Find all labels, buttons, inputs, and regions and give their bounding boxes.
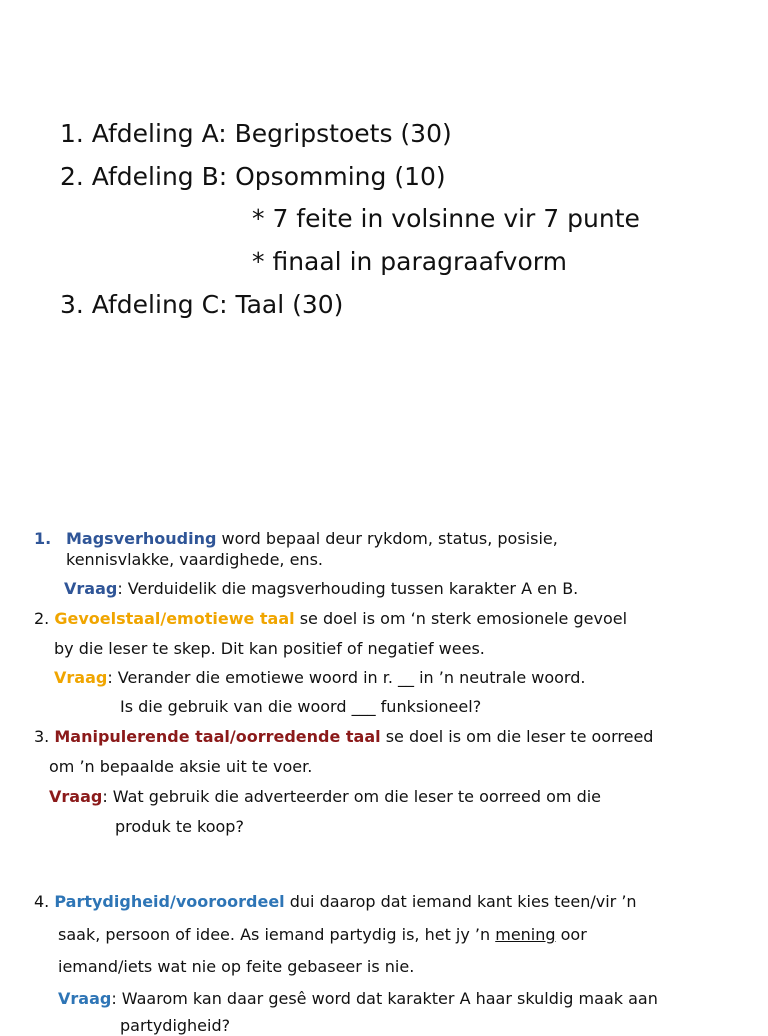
item-4-question bbox=[58, 989, 658, 1009]
item-2-question-text: : Verander die emotiewe woord in r. __ in ’n neutrale woord. bbox=[107, 668, 586, 687]
item-2-question-label: Vraag bbox=[54, 668, 108, 687]
item-3-line-2: om ’n bepaalde aksie uit te voer. bbox=[49, 757, 313, 776]
item-1-term: Magsverhouding bbox=[66, 529, 217, 548]
item-3-term: Manipulerende taal/oorredende taal bbox=[54, 727, 381, 746]
item-1-question bbox=[64, 579, 578, 599]
item-4-question-line-2: partydigheid? bbox=[120, 1016, 231, 1035]
item-1-line-2: kennisvlakke, vaardighede, ens. bbox=[66, 550, 323, 569]
item-1-number: 1. bbox=[34, 529, 52, 548]
item-4-line-2-b: oor bbox=[555, 925, 587, 944]
item-4-question-text: : Waarom kan daar gesê word dat karakter A haar skuldig maak aan bbox=[111, 989, 658, 1008]
item-2-line-1 bbox=[34, 609, 627, 629]
item-4-rest: dui daarop dat iemand kant kies teen/vir ’n bbox=[284, 892, 637, 911]
item-4-question-label: Vraag bbox=[58, 989, 112, 1008]
item-3-line-1 bbox=[34, 727, 653, 747]
item-1-rest: word bepaal deur rykdom, status, posisie, bbox=[216, 529, 558, 548]
item-2-rest: se doel is om ‘n sterk emosionele gevoel bbox=[294, 609, 628, 628]
section-a-line: 1. Afdeling A: Begripstoets (30) bbox=[60, 119, 452, 148]
section-c-line: 3. Afdeling C: Taal (30) bbox=[60, 290, 344, 319]
item-3-question-line-2: produk te koop? bbox=[115, 817, 244, 836]
item-3-rest: se doel is om die leser te oorreed bbox=[380, 727, 654, 746]
item-3-question-text: : Wat gebruik die adverteerder om die leser te oorreed om die bbox=[102, 787, 602, 806]
item-1-line-1 bbox=[34, 529, 51, 549]
item-4-line-3: iemand/iets wat nie op feite gebaseer is nie. bbox=[58, 957, 415, 976]
slide-top bbox=[0, 0, 768, 500]
item-3-question-label: Vraag bbox=[49, 787, 103, 806]
item-1-line-1-text bbox=[66, 529, 558, 549]
item-2-term: Gevoelstaal/emotiewe taal bbox=[54, 609, 295, 628]
item-4-line-1 bbox=[34, 892, 637, 912]
section-b-line: 2. Afdeling B: Opsomming (10) bbox=[60, 162, 446, 191]
item-4-line-2-a: saak, persoon of idee. As iemand partydig is, het jy ’n bbox=[58, 925, 496, 944]
slide-bottom bbox=[0, 500, 768, 1035]
item-2-question bbox=[54, 668, 585, 688]
item-1-question-text: : Verduidelik die magsverhouding tussen karakter A en B. bbox=[117, 579, 579, 598]
item-4-number: 4. bbox=[34, 892, 55, 911]
item-3-number: 3. bbox=[34, 727, 55, 746]
item-1-question-label: Vraag bbox=[64, 579, 118, 598]
item-4-term: Partydigheid/vooroordeel bbox=[54, 892, 285, 911]
item-4-underlined-word: mening bbox=[495, 925, 556, 944]
item-3-question bbox=[49, 787, 601, 807]
section-b-bullet-2: * finaal in paragraafvorm bbox=[252, 247, 567, 276]
item-2-question-line-2: Is die gebruik van die woord ___ funksioneel? bbox=[120, 697, 482, 716]
section-b-bullet-1: * 7 feite in volsinne vir 7 punte bbox=[252, 204, 640, 233]
item-4-line-2 bbox=[58, 925, 587, 945]
item-2-number: 2. bbox=[34, 609, 55, 628]
item-2-line-2: by die leser te skep. Dit kan positief of negatief wees. bbox=[54, 639, 485, 658]
